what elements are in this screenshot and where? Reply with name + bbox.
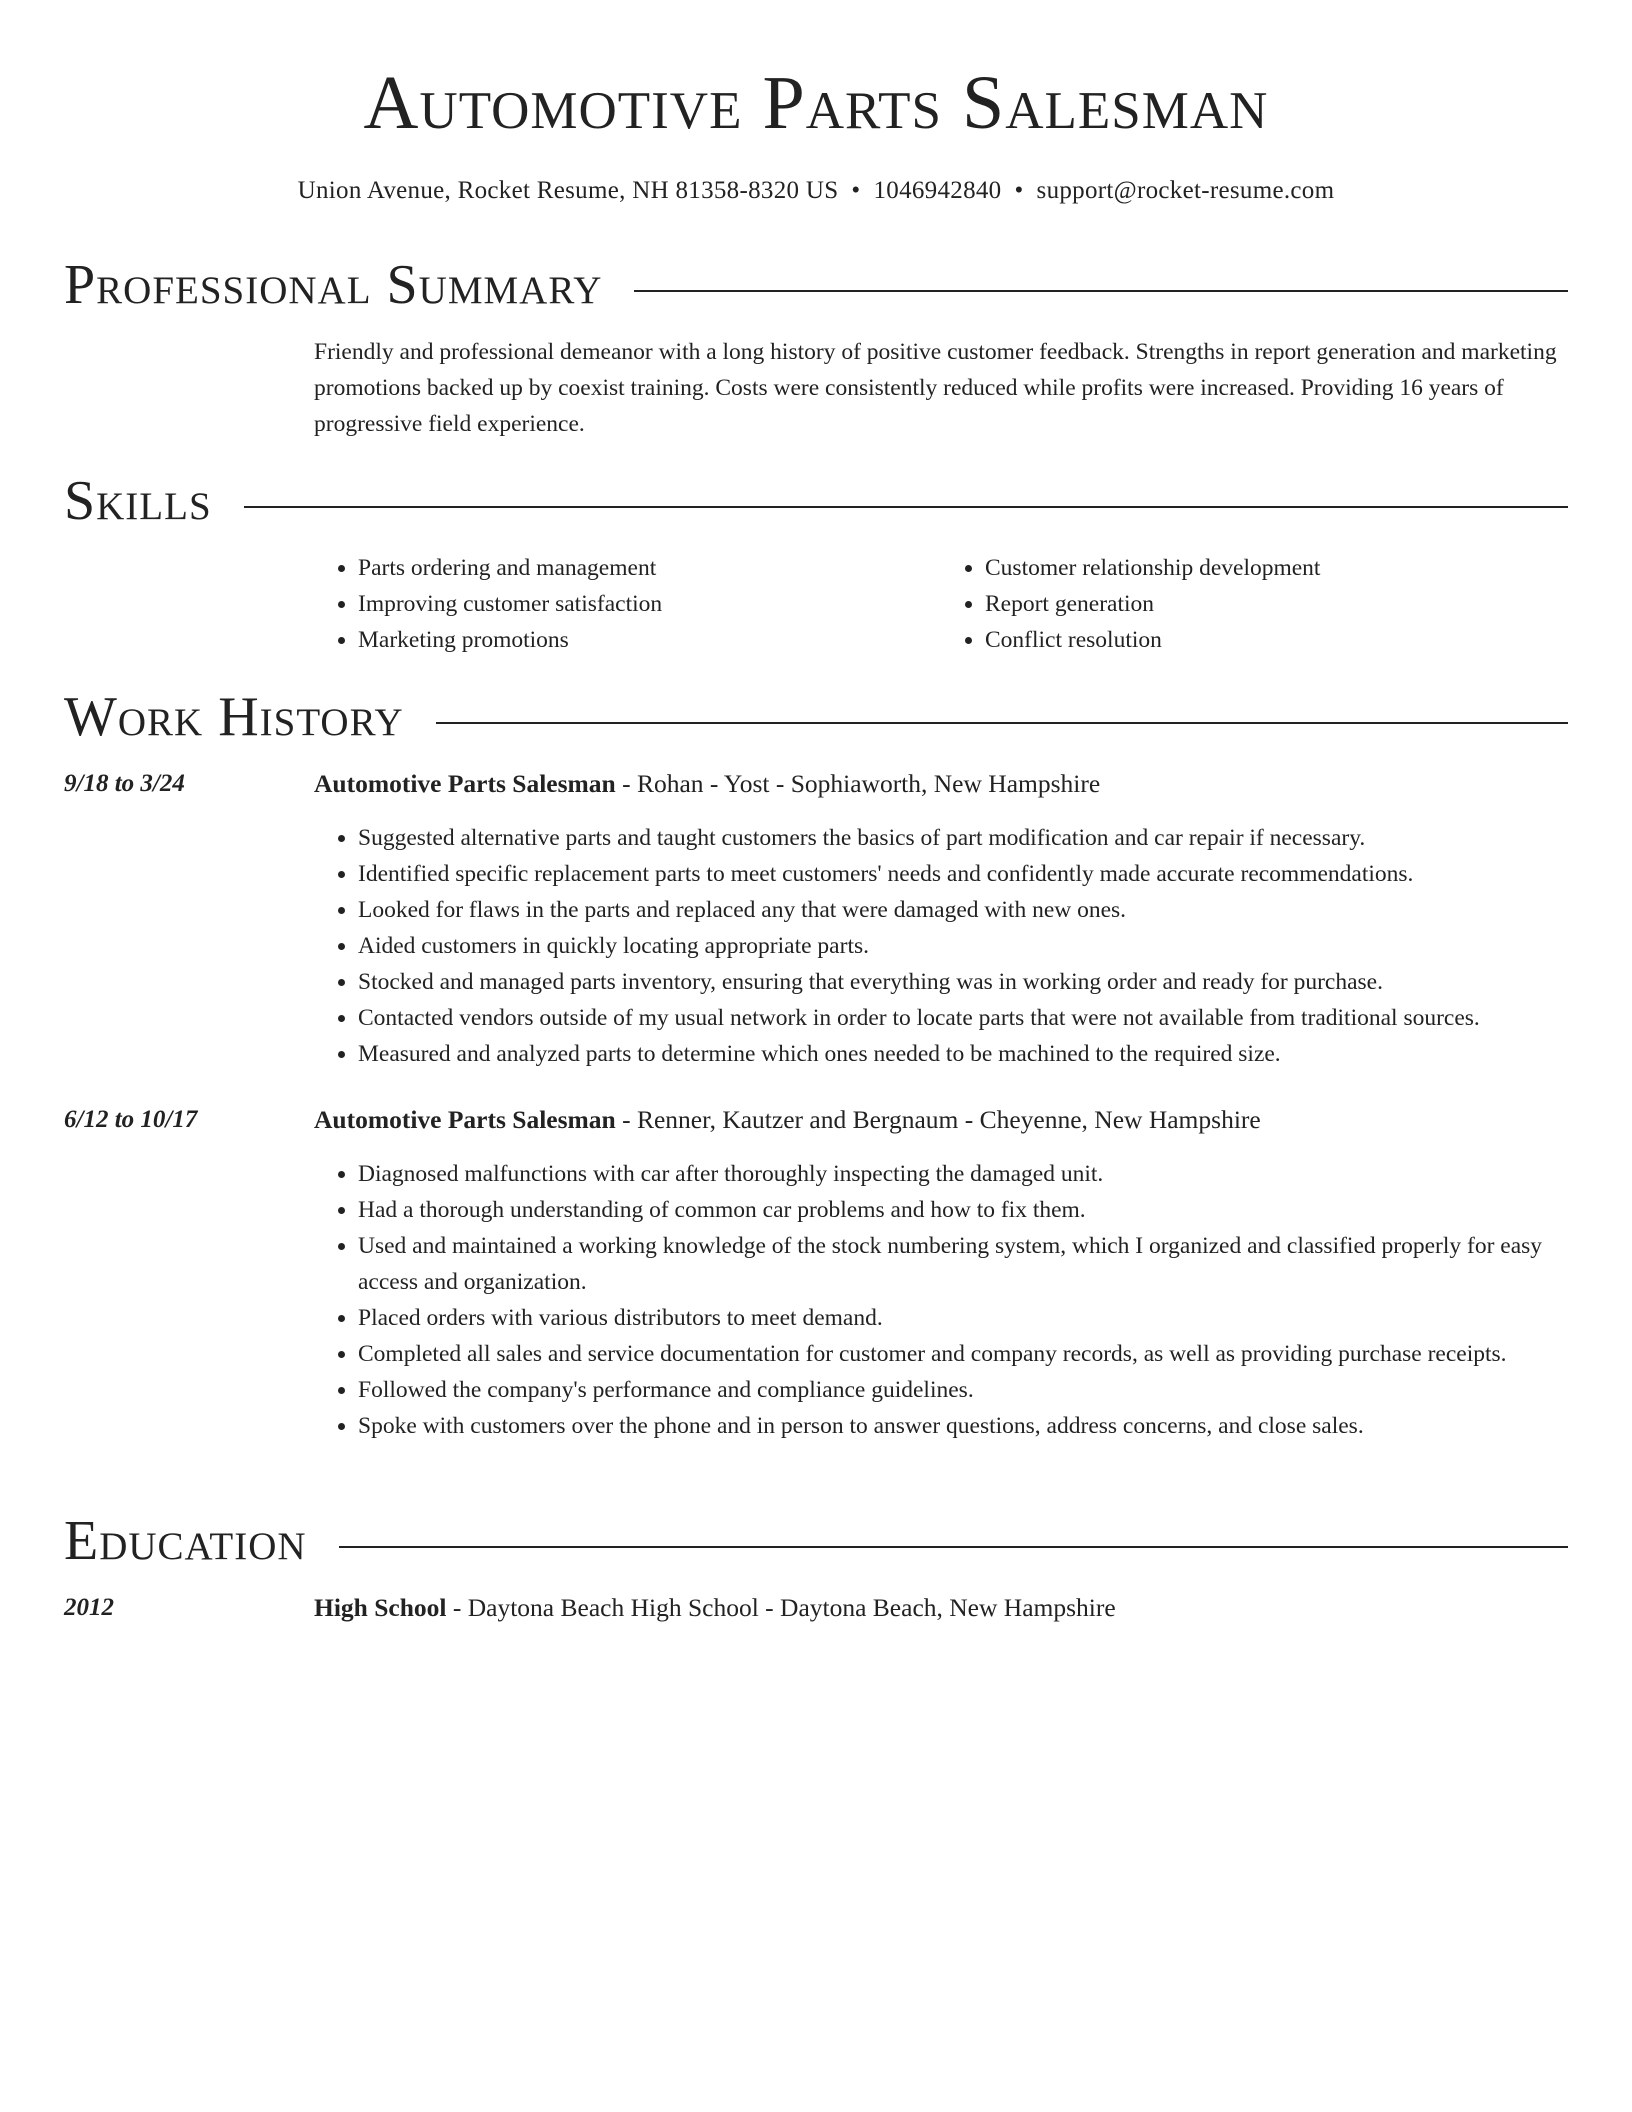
skill-item: • Parts ordering and management	[358, 550, 941, 586]
section-header	[64, 466, 1568, 536]
job-bullet: • Measured and analyzed parts to determine which ones needed to be machined to the required size.	[358, 1036, 1568, 1072]
job-bullet: • Contacted vendors outside of my usual network in order to locate parts that were not available from traditional sources.	[358, 1000, 1568, 1036]
skills-list-left	[314, 550, 941, 658]
summary-content	[314, 334, 1568, 442]
contact-line	[0, 174, 1632, 208]
education-heading	[314, 1590, 1568, 1626]
job-bullet: • Completed all sales and service documentation for customer and company records, as well as providing purchase receipts.	[358, 1336, 1568, 1372]
job-bullet: • Followed the company's performance and compliance guidelines.	[358, 1372, 1568, 1408]
job-bullet: • Suggested alternative parts and taught customers the basics of part modification and car repair if necessary.	[358, 820, 1568, 856]
candidate-name: Automotive Parts Salesman	[363, 61, 1269, 145]
section-title: Professional Summary	[64, 250, 634, 320]
skill-item: • Report generation	[985, 586, 1568, 622]
contact-separator: •	[1014, 177, 1024, 204]
contact-separator: •	[851, 177, 861, 204]
contact-email: support@rocket-resume.com	[1036, 177, 1335, 204]
contact-phone: 1046942840	[873, 177, 1002, 204]
job-dates: 9/18 to 3/24	[64, 770, 185, 797]
section-title: Work History	[64, 682, 436, 752]
skill-item: • Conflict resolution	[985, 622, 1568, 658]
job-bullet: • Had a thorough understanding of common car problems and how to fix them.	[358, 1192, 1568, 1228]
section-header	[64, 1506, 1568, 1576]
section-header	[64, 250, 1568, 320]
education-school: - Daytona Beach High School - Daytona Beach, New Hampshire	[446, 1593, 1116, 1622]
job-employer: - Renner, Kautzer and Bergnaum - Cheyenne, New Hampshire	[615, 1105, 1261, 1134]
job-heading	[314, 1102, 1568, 1138]
section-title: Skills	[64, 466, 244, 536]
summary-section	[64, 250, 1568, 437]
job-bullet: • Stocked and managed parts inventory, ensuring that everything was in working order and ready for purchase.	[358, 964, 1568, 1000]
skills-section	[64, 466, 1568, 653]
job-title: Automotive Parts Salesman	[314, 1105, 616, 1134]
job-bullet: • Diagnosed malfunctions with car after thoroughly inspecting the damaged unit.	[358, 1156, 1568, 1192]
contact-address: Union Avenue, Rocket Resume, NH 81358-8320 US	[297, 177, 839, 204]
job-bullet: • Looked for flaws in the parts and replaced any that were damaged with new ones.	[358, 892, 1568, 928]
section-header	[64, 682, 1568, 752]
job-employer: - Rohan - Yost - Sophiaworth, New Hampshire	[615, 769, 1101, 798]
job-bullets	[314, 820, 1568, 1072]
job-bullets	[314, 1156, 1568, 1444]
education-section	[64, 1506, 1568, 1622]
skills-list-right	[941, 550, 1568, 658]
section-title: Education	[64, 1506, 339, 1576]
skill-item: • Improving customer satisfaction	[358, 586, 941, 622]
job-bullet: • Spoke with customers over the phone and in person to answer questions, address concerns, and close sales.	[358, 1408, 1568, 1444]
job-dates: 6/12 to 10/17	[64, 1106, 198, 1133]
education-degree: High School	[314, 1593, 447, 1622]
job-bullet: • Used and maintained a working knowledge of the stock numbering system, which I organized and classified properly for easy access and organization.	[358, 1228, 1568, 1300]
skill-item: • Customer relationship development	[985, 550, 1568, 586]
work-history-section	[64, 682, 1568, 1439]
job-bullet: • Placed orders with various distributors to meet demand.	[358, 1300, 1568, 1336]
summary-text: Friendly and professional demeanor with a long history of positive customer feedback. Strengths in report generation and marketing promotions backed up by coexist training. Costs were consistently reduced while profits were increased. Providing 16 years of progressive field experience.	[314, 339, 1557, 437]
job-title: Automotive Parts Salesman	[314, 769, 616, 798]
section-divider	[64, 506, 1568, 508]
education-year: 2012	[64, 1594, 114, 1621]
job-bullet: • Identified specific replacement parts to meet customers' needs and confidently made accurate recommendations.	[358, 856, 1568, 892]
job-heading	[314, 766, 1568, 802]
job-bullet: • Aided customers in quickly locating appropriate parts.	[358, 928, 1568, 964]
skill-item: • Marketing promotions	[358, 622, 941, 658]
skills-grid	[314, 550, 1568, 658]
